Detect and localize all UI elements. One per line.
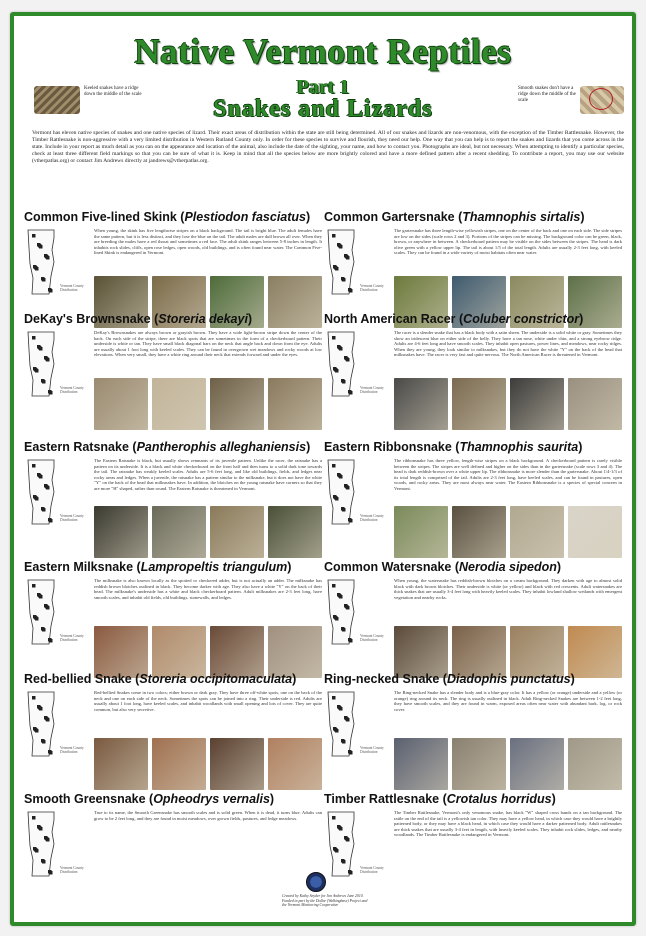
species-description: True to its name, the Smooth Greensnake has smooth scales and is solid green. When it is dead, it turns blue. Adults can grow to be 2 feet long, and they are found in moist meadows, over grown fields, pastures, and ledge meadows. [94, 810, 322, 821]
smooth-scale-highlight [589, 88, 613, 110]
species-photos [94, 626, 322, 678]
map-legend: Vermont County Distribution [60, 514, 84, 522]
species-scientific-name: Opheodrys vernalis [153, 792, 270, 806]
species-heading [324, 672, 626, 687]
species-heading-close: ) [578, 440, 583, 454]
species-heading [324, 210, 626, 225]
species-heading [24, 672, 326, 687]
species-heading [24, 440, 326, 455]
species-scientific-name: Lampropeltis triangulum [140, 560, 288, 574]
species-photo [510, 378, 564, 430]
vermont-distribution-map [24, 690, 58, 758]
species-common-name: Red-bellied Snake ( [24, 672, 140, 686]
species-photo [568, 378, 622, 430]
species-heading [24, 792, 326, 807]
species-photo [152, 738, 206, 790]
vermont-distribution-map [24, 810, 58, 878]
species-heading-close: ) [551, 792, 556, 806]
vermont-distribution-map [324, 228, 358, 296]
species-photo [210, 506, 264, 558]
species-photo [94, 506, 148, 558]
smooth-scale-caption: Smooth snakes don't have a ridge down the middle of the scale [518, 86, 576, 103]
species-heading [324, 312, 626, 327]
map-legend: Vermont County Distribution [60, 386, 84, 394]
species-photo [452, 506, 506, 558]
species-description: The gartersnake has three length-wise yellowish stripes, one on the center of the back and one on each side. The side stripes are low on the sides (scale rows 2 and 3). Portions of the stripes can be missing. The background color can be green, black, brown, or anywhere in between. A checkerboard pattern may be visible on the sides between the stripes. The head is dark olive green with a yellow upper lip. The tail is about 1/5 of the total length. Adults are usually 2-3 feet long, with keeled scales. They can be found in a wide variety of moist habitats often near water. [394, 228, 622, 256]
vermont-distribution-map [324, 578, 358, 646]
vermont-distribution-map [24, 228, 58, 296]
species-photo [394, 506, 448, 558]
species-card [24, 560, 326, 688]
species-card [324, 312, 626, 440]
species-card [24, 792, 326, 920]
map-legend: Vermont County Distribution [360, 866, 384, 874]
species-scientific-name: Pantherophis alleghaniensis [136, 440, 307, 454]
species-scientific-name: Storeria occipitomaculata [139, 672, 293, 686]
species-photos [394, 626, 622, 678]
species-photo [210, 626, 264, 678]
species-card [324, 672, 626, 800]
credit-text: Created by Kathy Snyder for Jim Andrews June 2010. Funded in part by the Dollar (Walkingbase) Project and the Vermont Monitoring Cooperative [282, 894, 368, 908]
map-legend: Vermont County Distribution [360, 634, 384, 642]
species-description: The ribbonsnake has three yellow, length-wise stripes on a black background. A checkerboard pattern is rarely visible between the stripes. The stripes are well defined and higher on the sides than in the gartersnake (scale rows 3 and 4). The head is dark reddish-brown over a white upper lip. The ribbonsnake is more slender than the gartersnake. About 1/4-1/3 of its total length is comprised of the tail. Adults are 2-3 feet long, have keeled scales, and can be found in pastures, open woods, and rocky areas. They are most always near water. The Eastern Ribbonsnake is a species of special concern in Vermont. [394, 458, 622, 491]
map-legend: Vermont County Distribution [60, 634, 84, 642]
species-heading-close: ) [247, 312, 253, 326]
title-line3: Snakes and Lizards [213, 96, 433, 122]
species-photos [394, 738, 622, 790]
species-description: DeKay's Brownsnakes are always brown or grayish brown. They have a wide light-brown stripe down the center of the back. On each side of the stripe, there are black spots that are sometimes in the form of a checkerboard pattern. Their underside is white or tan. They have small black diagonal bars on the neck that angle back and down from the eye. Adults are usually about 1 foot long with keeled scales. They can be found in overgrown wet meadows and rocky woods at low elevations. When very small, they have a white ring around their neck that extends forward and under the eyes. [94, 330, 322, 358]
species-heading-close: ) [269, 792, 275, 806]
poster [10, 12, 636, 926]
title-line1: Native Vermont Reptiles [134, 32, 512, 71]
species-photo [94, 626, 148, 678]
species-heading [24, 560, 326, 575]
species-photo [268, 626, 322, 678]
species-common-name: Eastern Milksnake ( [24, 560, 141, 574]
species-heading [324, 560, 626, 575]
map-legend: Vermont County Distribution [60, 284, 84, 292]
species-heading-close: ) [306, 210, 311, 224]
species-photo [152, 378, 206, 430]
species-common-name: DeKay's Brownsnake ( [24, 312, 159, 326]
species-photo [152, 506, 206, 558]
species-photo [452, 378, 506, 430]
map-legend: Vermont County Distribution [360, 514, 384, 522]
species-description: When young, the watersnake has reddish-brown blotches on a cream background. They darken with age to almost solid black with dark brown blotches. Their underside is white (or yellow) and black with red crescents. Adult watersnakes are thick snakes that are usually 3-4 feet long with heavily keeled scales. They inhabit lowland shallow wetlands with emergent vegetation and nearby rocks. [394, 578, 622, 600]
species-scientific-name: Storeria dekayi [158, 312, 248, 326]
species-scientific-name: Thamnophis sirtalis [462, 210, 581, 224]
keeled-scale-caption: Keeled snakes have a ridge down the middle of the scale [84, 86, 142, 97]
vermont-distribution-map [24, 330, 58, 398]
poster-header [14, 32, 632, 132]
species-common-name: North American Racer ( [324, 312, 464, 326]
vermont-distribution-map [324, 458, 358, 526]
species-heading-close: ) [306, 440, 311, 454]
species-heading-close: ) [556, 560, 562, 574]
species-card [324, 440, 626, 568]
species-photos [394, 506, 622, 558]
species-photo [94, 378, 148, 430]
vermont-seal-icon [306, 872, 326, 892]
species-scientific-name: Plestiodon fasciatus [184, 210, 306, 224]
species-photo [568, 626, 622, 678]
species-common-name: Timber Rattlesnake ( [324, 792, 447, 806]
species-heading-close: ) [570, 672, 575, 686]
species-photo [452, 626, 506, 678]
vermont-distribution-map [24, 578, 58, 646]
species-heading [24, 210, 326, 225]
species-photos [394, 378, 622, 430]
species-heading-close: ) [580, 210, 585, 224]
species-photo [510, 506, 564, 558]
species-scientific-name: Thamnophis saurita [459, 440, 579, 454]
species-photo [268, 378, 322, 430]
species-photo [210, 738, 264, 790]
species-common-name: Ring-necked Snake ( [324, 672, 447, 686]
species-photo [210, 378, 264, 430]
species-common-name: Eastern Ribbonsnake ( [324, 440, 460, 454]
species-description: When young, the skink has five lengthwise stripes on a black background. The tail is bright blue. The adult females have the same pattern, but it is less distinct, and they lose the blue on the tail. The adult males are dull brown all over. When they are breeding the males have a red throat and sometimes a red face. The adult skink ranges between 5-8 inches in length. It inhabits rock slides, cliffs, open rose ledges, open woods, old buildings, and is often found near water. The Common Five-lined Skink is endangered in Vermont. [94, 228, 322, 256]
species-scientific-name: Nerodia sipedon [458, 560, 557, 574]
map-legend: Vermont County Distribution [360, 386, 384, 394]
vermont-distribution-map [324, 330, 358, 398]
title-line2: Part 1 [296, 76, 350, 98]
species-description: The Timber Rattlesnake, Vermont's only venomous snake, has black "W" shaped cross bands on a tan background. The rattle on the end of the tail is a yellowish tan color. They may have a yellow head, in which case they would have a brightly patterned body, or they may have a black head, in which case they would have a darker patterned body. Adult rattlesnakes are thick snakes that are usually 3-4 feet in length, with heavily keeled scales. They inhabit rock slides, ledges, and nearby woodlands. The Timber Rattlesnake is endangered in Vermont. [394, 810, 622, 838]
species-heading-close: ) [579, 312, 584, 326]
species-photo [452, 738, 506, 790]
map-legend: Vermont County Distribution [60, 866, 84, 874]
species-heading [324, 440, 626, 455]
map-legend: Vermont County Distribution [60, 746, 84, 754]
species-photo [394, 378, 448, 430]
species-common-name: Common Five-lined Skink ( [24, 210, 185, 224]
species-scientific-name: Diadophis punctatus [446, 672, 571, 686]
map-legend: Vermont County Distribution [360, 746, 384, 754]
keeled-scale-photo [34, 86, 80, 114]
vermont-distribution-map [24, 458, 58, 526]
species-card [24, 672, 326, 800]
species-photo [268, 506, 322, 558]
species-photo [568, 738, 622, 790]
species-common-name: Smooth Greensnake ( [24, 792, 154, 806]
vermont-distribution-map [324, 690, 358, 758]
species-card [24, 440, 326, 568]
species-heading [324, 792, 626, 807]
species-card [24, 312, 326, 440]
species-photos [94, 506, 322, 558]
species-scientific-name: Coluber constrictor [463, 312, 580, 326]
species-heading-close: ) [292, 672, 297, 686]
species-photos [94, 738, 322, 790]
species-scientific-name: Crotalus horridus [446, 792, 552, 806]
species-photo [510, 626, 564, 678]
species-common-name: Common Gartersnake ( [324, 210, 463, 224]
species-photo [568, 506, 622, 558]
species-photo [394, 626, 448, 678]
species-description: The milksnake is also known locally as the spotted or checkered adder, but is not actually an adder. The milksnake has reddish brown blotches outlined in black. They become darker with age. They also have a white "Y" on the back of their head. The milksnake's underside has a white and black checkerboard pattern. Adult milksnakes are 2-3 feet long, have smooth scales, and inhabit old fields, old buildings, stonewalls, and ledges. [94, 578, 322, 600]
species-description: The Eastern Ratsnake is black, but usually shows remnants of its juvenile pattern. Unlike the racer, the ratsnake has a pattern on its underside. It is a black and white checkerboard on the front half and then turns to a solid dark tone towards the tail. The ratsnake has weakly keeled scales. Adults are 5-6 feet long, and like old buildings, fields, and ledges near rocky areas and ledges. When a juvenile, the ratsnake has a pattern similar to the milksnake, but it does not have the white "Y" on the back of the head that milksnakes have. In addition, the blotches on the young ratsnake have corners so that they are more "H" shaped, rather than round. The Eastern Ratsnake is threatened in Vermont. [94, 458, 322, 491]
species-heading-close: ) [287, 560, 292, 574]
species-heading [24, 312, 326, 327]
species-card [324, 560, 626, 688]
species-photos [94, 378, 322, 430]
species-photo [94, 738, 148, 790]
species-photo [510, 738, 564, 790]
species-photo [152, 626, 206, 678]
map-legend: Vermont County Distribution [360, 284, 384, 292]
species-common-name: Common Watersnake ( [324, 560, 459, 574]
vermont-distribution-map [324, 810, 358, 878]
intro-paragraph: Vermont has eleven native species of snakes and one native species of lizard. Their exact areas of distribution within the state are still being determined. All of our snakes and lizards are non-venomous, with the exception of the Timber Rattlesnake. However, the Timber Rattlesnake is non-aggressive with a very limited distribution in Western Rutland County only. In order for these species to survive and flourish, they need our help. One way that you can help is to report the snakes and lizards that you come across in the state. Include in your report as much detail as you can on the appearance and location of the animal, also include the date of the sighting, your name, and how to contact you. Photographs are ideal, but not necessary. When attempting to identify a particular species, check at least three different field markings so that you can be sure of what it is. Keep in mind that all the species below are more brightly colored and have a more defined pattern after a recent shedding. To contribute a report, you may use our website (vtherpatlas.org) or contact Jim Andrews directly at jandrews@vtherpatlas.org. [32, 130, 624, 164]
species-photo [268, 738, 322, 790]
species-description: The Ring-necked Snake has a slender body and is a blue-gray color. It has a yellow (or orange) underside and a yellow (or orange) ring around its neck. The ring is usually outlined in black. Adult Ring-necked Snakes are between 1-2 feet long, they have smooth scales, and they are found in warm, exposed areas often near water with abundant bark, log, or rock cover. [394, 690, 622, 712]
species-description: The racer is a slender snake that has a black body with a satin sheen. The underside is a solid white or gray. Sometimes they show an iridescent blue on either side of the belly. They have a tan nose, white under chin, and a strong eyebrow ridge. Adults are 4-6 feet long and have smooth scales. They inhabit open pastures, power lines, and meadows, near rocky ridges. When they are young, they look similar to milksnakes, but they do not have the white "Y" on the back of the head that milksnakes have. The racer is very fast and quite nervous. The North American Racer is threatened in Vermont. [394, 330, 622, 358]
species-common-name: Eastern Ratsnake ( [24, 440, 137, 454]
species-photo [394, 738, 448, 790]
species-description: Red-bellied Snakes come in two colors; either brown or dark gray. They have three off-white spots, one on the back of the neck and one on each side of the neck. Sometimes the spots can be joined into a ring. Their underside is red. Adults are usually about 1 foot long, have keeled scales, and inhabit woodlands with small opening and lots of cover. They are quite common, but also very secretive. [94, 690, 322, 712]
